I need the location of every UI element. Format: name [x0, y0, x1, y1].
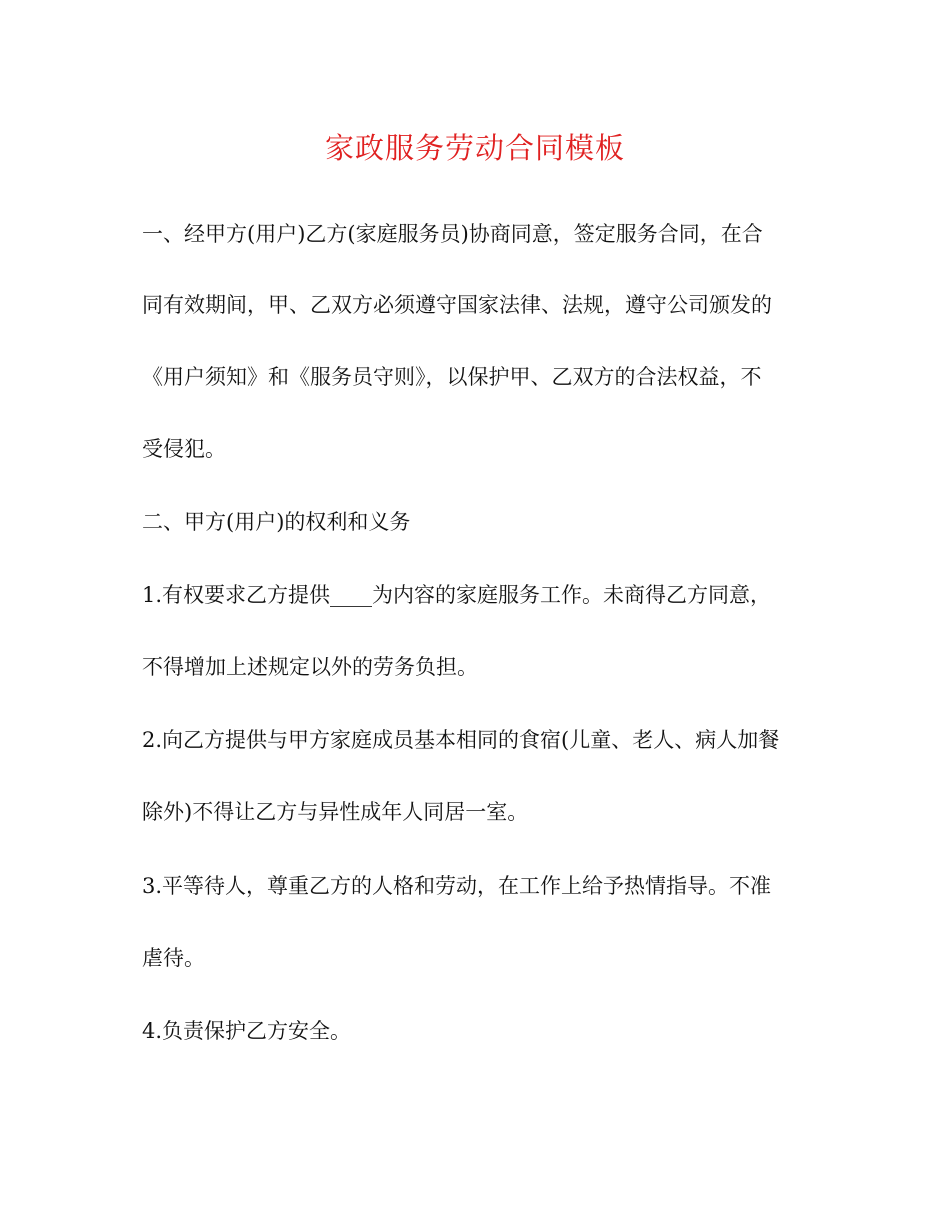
paragraph-line: 4.负责保护乙方安全。	[142, 1019, 352, 1043]
section-heading: 二、甲方(用户)的权利和义务	[142, 510, 411, 534]
paragraph-line: 除外)不得让乙方与异性成年人同居一室。	[142, 800, 529, 824]
paragraph-line: 1.有权要求乙方提供____为内容的家庭服务工作。未商得乙方同意，	[142, 583, 772, 607]
paragraph-line: 2.向乙方提供与甲方家庭成员基本相同的食宿(儿童、老人、病人加餐	[142, 728, 780, 752]
paragraph-line: 虐待。	[142, 946, 205, 970]
paragraph-line: 同有效期间，甲、乙双方必须遵守国家法律、法规，遵守公司颁发的	[142, 293, 772, 317]
paragraph-line: 受侵犯。	[142, 437, 226, 461]
paragraph-line: 不得增加上述规定以外的劳务负担。	[142, 655, 478, 679]
document-title: 家政服务劳动合同模板	[324, 131, 625, 165]
paragraph-line: 一、经甲方(用户)乙方(家庭服务员)协商同意，签定服务合同，在合	[142, 222, 763, 246]
paragraph-line: 《用户须知》和《服务员守则》，以保护甲、乙双方的合法权益，不	[142, 365, 762, 389]
paragraph-line: 3.平等待人，尊重乙方的人格和劳动，在工作上给予热情指导。不准	[142, 874, 772, 898]
